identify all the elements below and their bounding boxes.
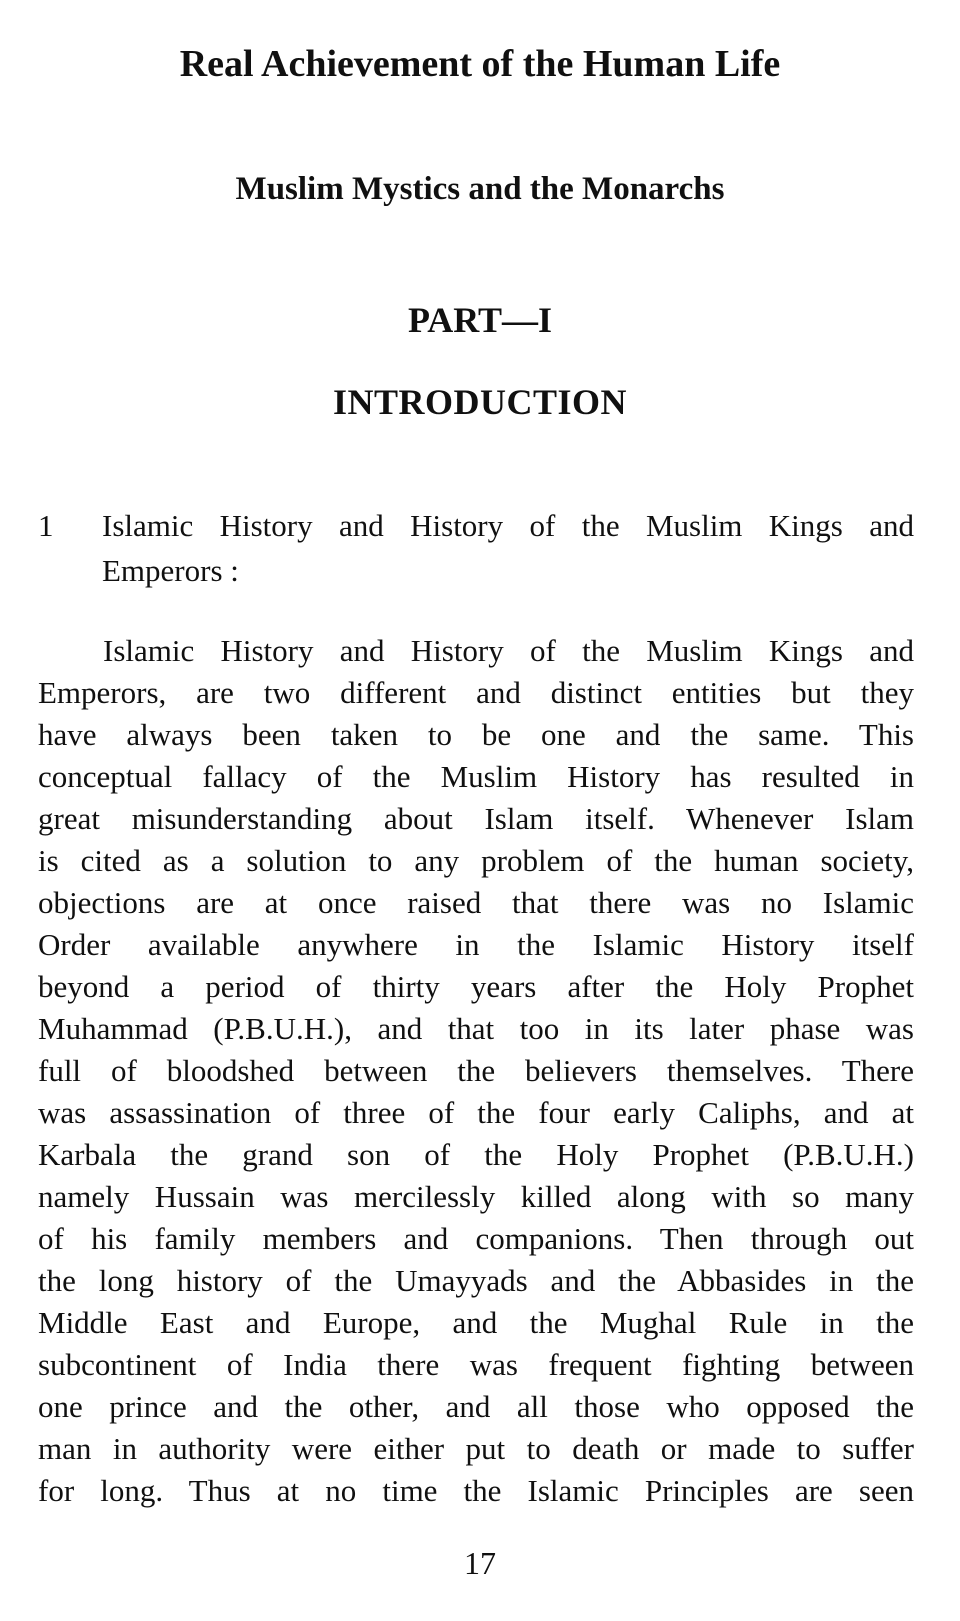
body-text-line: Middle East and Europe, and the Mughal Rule in the [38, 1305, 914, 1340]
body-text-line: Muhammad (P.B.U.H.), and that too in its later phase was [38, 1011, 914, 1046]
body-text-line: Islamic History and History of the Muslim Kings and [103, 633, 914, 668]
section-label: INTRODUCTION [332, 382, 628, 422]
body-text-line: Emperors, are two different and distinct entities but they [38, 675, 914, 710]
section-heading-line: Emperors : [102, 553, 239, 588]
section-heading-line: Islamic History and History of the Muslim Kings and [102, 508, 914, 543]
section-heading-text [102, 503, 914, 593]
book-title: Real Achievement of the Human Life [179, 43, 781, 85]
body-text-line: beyond a period of thirty years after the Holy Prophet [38, 969, 914, 1004]
body-text-line: man in authority were either put to death or made to suffer [38, 1431, 914, 1466]
body-text-line: Karbala the grand son of the Holy Prophet (P.B.U.H.) [38, 1137, 914, 1172]
body-text-line: was assassination of three of the four early Caliphs, and at [38, 1095, 914, 1130]
body-text-line: conceptual fallacy of the Muslim History has resulted in [38, 759, 914, 794]
body-text-line: full of bloodshed between the believers themselves. There [38, 1053, 914, 1088]
book-subtitle: Muslim Mystics and the Monarchs [235, 171, 725, 207]
body-text-line: of his family members and companions. Then through out [38, 1221, 914, 1256]
body-text-line: subcontinent of India there was frequent fighting between [38, 1347, 914, 1382]
body-text-line: namely Hussain was mercilessly killed along with so many [38, 1179, 914, 1214]
section-heading-number: 1 [38, 508, 54, 543]
section-heading [38, 503, 914, 593]
body-text-line: Order available anywhere in the Islamic History itself [38, 927, 914, 962]
body-paragraph [38, 630, 914, 1512]
part-label: PART—I [407, 300, 553, 340]
body-text-line: is cited as a solution to any problem of the human society, [38, 843, 914, 878]
body-text-line: the long history of the Umayyads and the Abbasides in the [38, 1263, 914, 1298]
body-text-line: objections are at once raised that there was no Islamic [38, 885, 914, 920]
body-text-line: have always been taken to be one and the same. This [38, 717, 914, 752]
body-text-line: great misunderstanding about Islam itself. Whenever Islam [38, 801, 914, 836]
body-text-line: one prince and the other, and all those who opposed the [38, 1389, 914, 1424]
body-text-line: for long. Thus at no time the Islamic Principles are seen [38, 1473, 914, 1508]
page-number: 17 [464, 1545, 496, 1581]
